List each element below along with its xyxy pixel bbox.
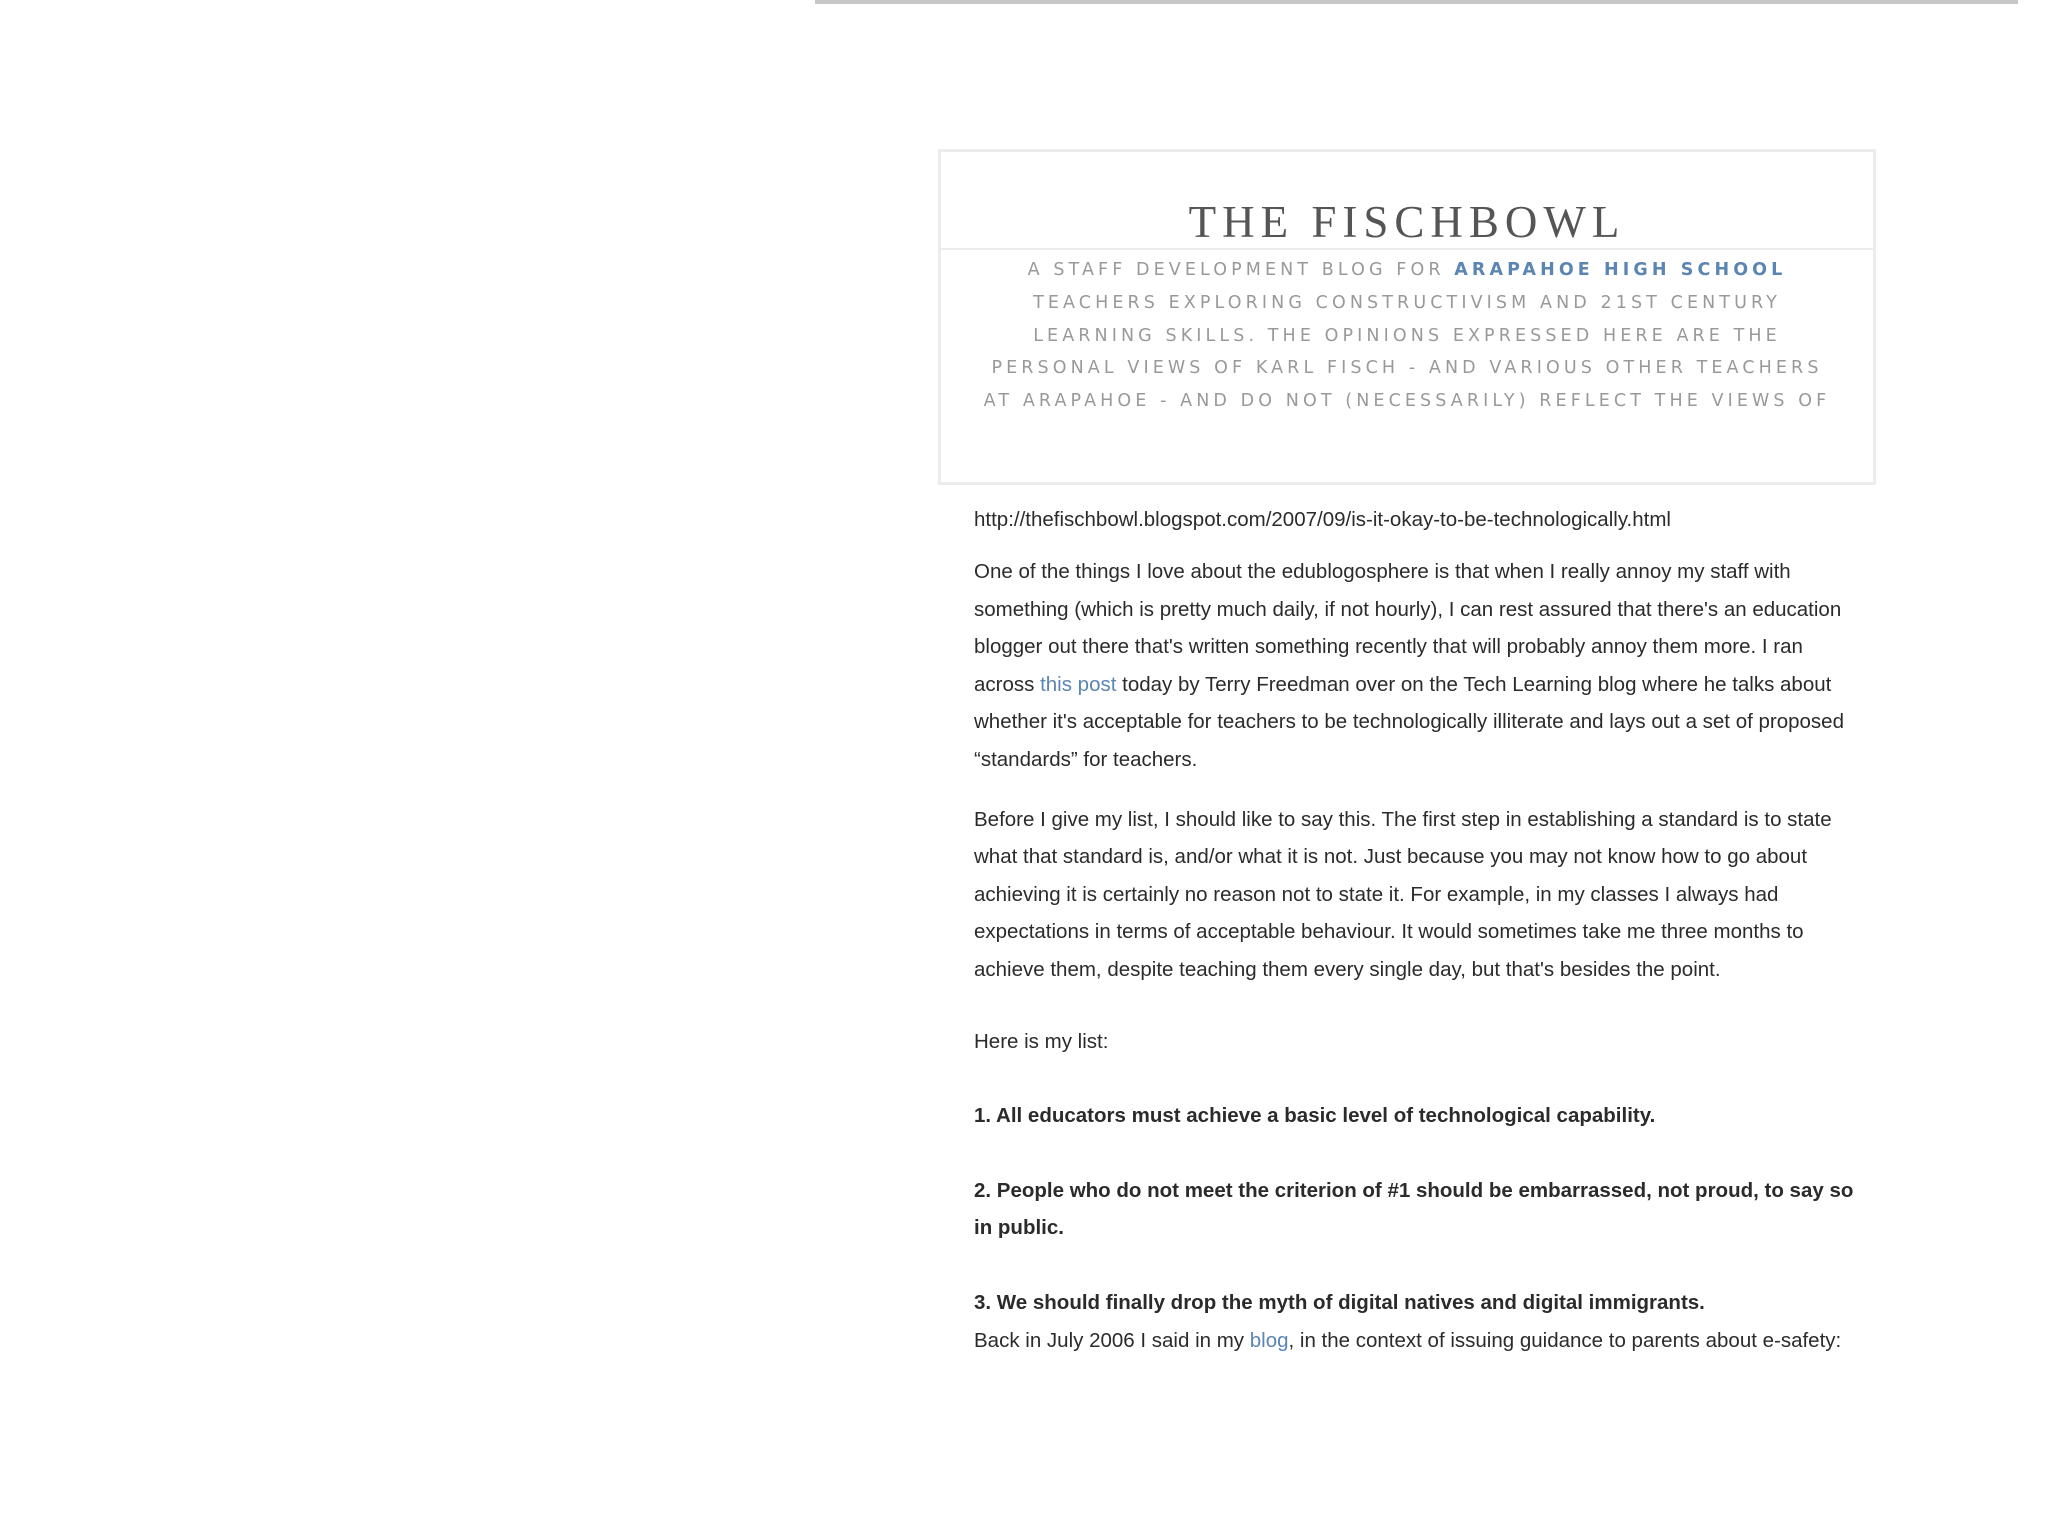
post-paragraph-1 [974,553,1854,779]
post-paragraph-2: Before I give my list, I should like to say this. The first step in establishing a standard is to state what that standard is, and/or what it is not. Just because you may not know how to go about achieving it is certainly no reason not to state it. For example, in my classes I always had expectations in terms of acceptable behaviour. It would sometimes take me three months to achieve them, despite teaching them every single day, but that's besides the point. [974,807,1832,981]
this-post-link[interactable]: this post [1040,672,1117,696]
blog-header [938,149,1876,485]
paragraph-3-text-a: Back in July 2006 I said in my [974,1328,1250,1352]
post-url: http://thefischbowl.blogspot.com/2007/09/is-it-okay-to-be-technologically.html [974,508,1671,531]
list-item-3: 3. We should finally drop the myth of digital natives and digital immigrants. [974,1290,1705,1314]
paragraph-3-text-b: , in the context of issuing guidance to parents about e-safety: [1288,1328,1842,1352]
paragraph-1-text-a: One of the things I love about the edublogosphere is that when I really annoy my staff with something (which is pretty much daily, if not hourly), I can rest assured that there's an education blogger out there that's written something recently that will probably annoy them more. I ran across [974,560,1842,696]
arapahoe-high-school-link[interactable]: ARAPAHOE HIGH SCHOOL [1454,260,1787,280]
description-prefix: A STAFF DEVELOPMENT BLOG FOR [1027,260,1455,280]
post-body [974,506,1854,1359]
blog-link[interactable]: blog [1249,1328,1289,1352]
title-divider [941,248,1873,250]
paragraph-1-text-b: today by Terry Freedman over on the Tech Learning blog where he talks about whether it's acceptable for teachers to be technologically illiterate and lays out a set of proposed “standards” for teachers. [974,672,1844,771]
top-divider [815,0,2018,4]
description-suffix: TEACHERS EXPLORING CONSTRUCTIVISM AND 21ST CENTURY LEARNING SKILLS. THE OPINIONS EXPRESSED HERE ARE THE PERSONAL VIEWS OF KARL FISCH - AND VARIOUS OTHER TEACHERS AT ARAPAHOE - AND DO NOT (NECESSARILY) REFLECT THE VIEWS OF [983,292,1831,412]
post-paragraph-3 [974,1322,1854,1360]
list-item-2: 2. People who do not meet the criterion of #1 should be embarrassed, not proud, to say so in public. [974,1178,1854,1240]
blog-title[interactable]: THE FISCHBOWL [1188,197,1626,247]
blog-description [977,254,1837,418]
list-item-1: 1. All educators must achieve a basic level of technological capability. [974,1104,1656,1128]
list-intro: Here is my list: [974,1029,1109,1053]
